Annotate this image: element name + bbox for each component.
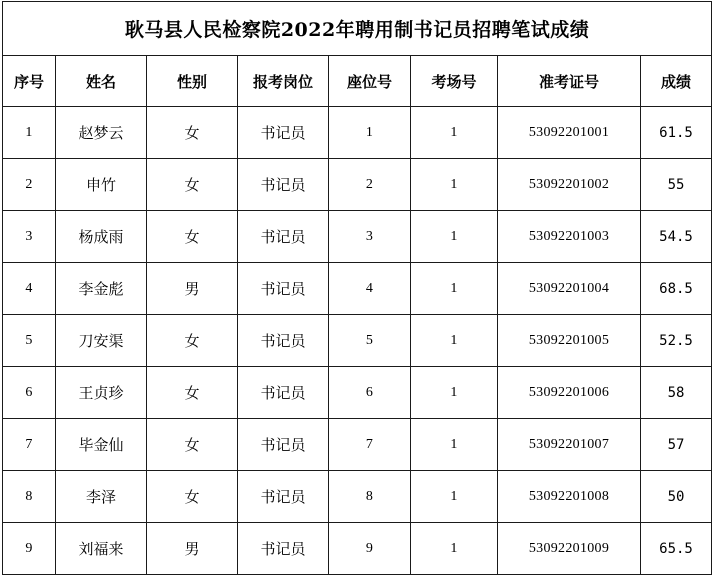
cell-seq: 7 bbox=[3, 419, 56, 471]
cell-room: 1 bbox=[411, 211, 498, 263]
cell-name: 李金彪 bbox=[56, 263, 147, 315]
cell-ticket: 53092201002 bbox=[498, 159, 641, 211]
cell-seat: 8 bbox=[329, 471, 411, 523]
cell-gender: 女 bbox=[147, 159, 238, 211]
cell-position: 书记员 bbox=[238, 523, 329, 575]
cell-room: 1 bbox=[411, 367, 498, 419]
header-ticket: 准考证号 bbox=[498, 56, 641, 107]
table-row bbox=[3, 263, 712, 315]
cell-gender: 女 bbox=[147, 211, 238, 263]
table-row bbox=[3, 107, 712, 159]
cell-position: 书记员 bbox=[238, 419, 329, 471]
table-row bbox=[3, 211, 712, 263]
cell-score: 57 bbox=[641, 419, 712, 471]
cell-seq: 1 bbox=[3, 107, 56, 159]
cell-name: 毕金仙 bbox=[56, 419, 147, 471]
title-row bbox=[3, 2, 712, 56]
cell-seq: 8 bbox=[3, 471, 56, 523]
cell-seq: 6 bbox=[3, 367, 56, 419]
cell-ticket: 53092201008 bbox=[498, 471, 641, 523]
cell-ticket: 53092201005 bbox=[498, 315, 641, 367]
cell-room: 1 bbox=[411, 523, 498, 575]
cell-room: 1 bbox=[411, 419, 498, 471]
cell-ticket: 53092201001 bbox=[498, 107, 641, 159]
cell-seq: 5 bbox=[3, 315, 56, 367]
cell-seat: 7 bbox=[329, 419, 411, 471]
cell-position: 书记员 bbox=[238, 107, 329, 159]
cell-seat: 2 bbox=[329, 159, 411, 211]
cell-gender: 女 bbox=[147, 315, 238, 367]
table-title: 耿马县人民检察院2022年聘用制书记员招聘笔试成绩 bbox=[3, 2, 712, 56]
table-row bbox=[3, 315, 712, 367]
cell-score: 54.5 bbox=[641, 211, 712, 263]
cell-seat: 6 bbox=[329, 367, 411, 419]
header-seat: 座位号 bbox=[329, 56, 411, 107]
cell-name: 李泽 bbox=[56, 471, 147, 523]
cell-gender: 男 bbox=[147, 523, 238, 575]
cell-position: 书记员 bbox=[238, 471, 329, 523]
cell-position: 书记员 bbox=[238, 159, 329, 211]
cell-ticket: 53092201007 bbox=[498, 419, 641, 471]
cell-score: 50 bbox=[641, 471, 712, 523]
cell-position: 书记员 bbox=[238, 211, 329, 263]
cell-ticket: 53092201004 bbox=[498, 263, 641, 315]
cell-name: 刀安渠 bbox=[56, 315, 147, 367]
cell-seat: 1 bbox=[329, 107, 411, 159]
table-row bbox=[3, 419, 712, 471]
table-row bbox=[3, 523, 712, 575]
header-position: 报考岗位 bbox=[238, 56, 329, 107]
cell-seq: 2 bbox=[3, 159, 56, 211]
header-gender: 性别 bbox=[147, 56, 238, 107]
cell-seq: 9 bbox=[3, 523, 56, 575]
cell-room: 1 bbox=[411, 471, 498, 523]
cell-ticket: 53092201003 bbox=[498, 211, 641, 263]
cell-name: 杨成雨 bbox=[56, 211, 147, 263]
cell-position: 书记员 bbox=[238, 315, 329, 367]
table-row bbox=[3, 367, 712, 419]
cell-name: 王贞珍 bbox=[56, 367, 147, 419]
cell-score: 65.5 bbox=[641, 523, 712, 575]
header-row bbox=[3, 56, 712, 107]
cell-score: 52.5 bbox=[641, 315, 712, 367]
cell-room: 1 bbox=[411, 315, 498, 367]
cell-name: 赵梦云 bbox=[56, 107, 147, 159]
cell-score: 61.5 bbox=[641, 107, 712, 159]
cell-seat: 3 bbox=[329, 211, 411, 263]
cell-name: 刘福来 bbox=[56, 523, 147, 575]
table-body bbox=[3, 107, 712, 575]
cell-score: 58 bbox=[641, 367, 712, 419]
cell-seq: 3 bbox=[3, 211, 56, 263]
cell-room: 1 bbox=[411, 107, 498, 159]
cell-score: 68.5 bbox=[641, 263, 712, 315]
cell-score: 55 bbox=[641, 159, 712, 211]
cell-seat: 9 bbox=[329, 523, 411, 575]
cell-gender: 女 bbox=[147, 419, 238, 471]
header-name: 姓名 bbox=[56, 56, 147, 107]
cell-gender: 男 bbox=[147, 263, 238, 315]
header-seq: 序号 bbox=[3, 56, 56, 107]
cell-room: 1 bbox=[411, 263, 498, 315]
cell-position: 书记员 bbox=[238, 367, 329, 419]
cell-gender: 女 bbox=[147, 367, 238, 419]
score-table bbox=[2, 1, 712, 575]
cell-seq: 4 bbox=[3, 263, 56, 315]
cell-ticket: 53092201006 bbox=[498, 367, 641, 419]
cell-room: 1 bbox=[411, 159, 498, 211]
cell-gender: 女 bbox=[147, 471, 238, 523]
cell-seat: 5 bbox=[329, 315, 411, 367]
cell-position: 书记员 bbox=[238, 263, 329, 315]
header-room: 考场号 bbox=[411, 56, 498, 107]
table-row bbox=[3, 471, 712, 523]
cell-ticket: 53092201009 bbox=[498, 523, 641, 575]
cell-name: 申竹 bbox=[56, 159, 147, 211]
table-row bbox=[3, 159, 712, 211]
header-score: 成绩 bbox=[641, 56, 712, 107]
cell-gender: 女 bbox=[147, 107, 238, 159]
cell-seat: 4 bbox=[329, 263, 411, 315]
